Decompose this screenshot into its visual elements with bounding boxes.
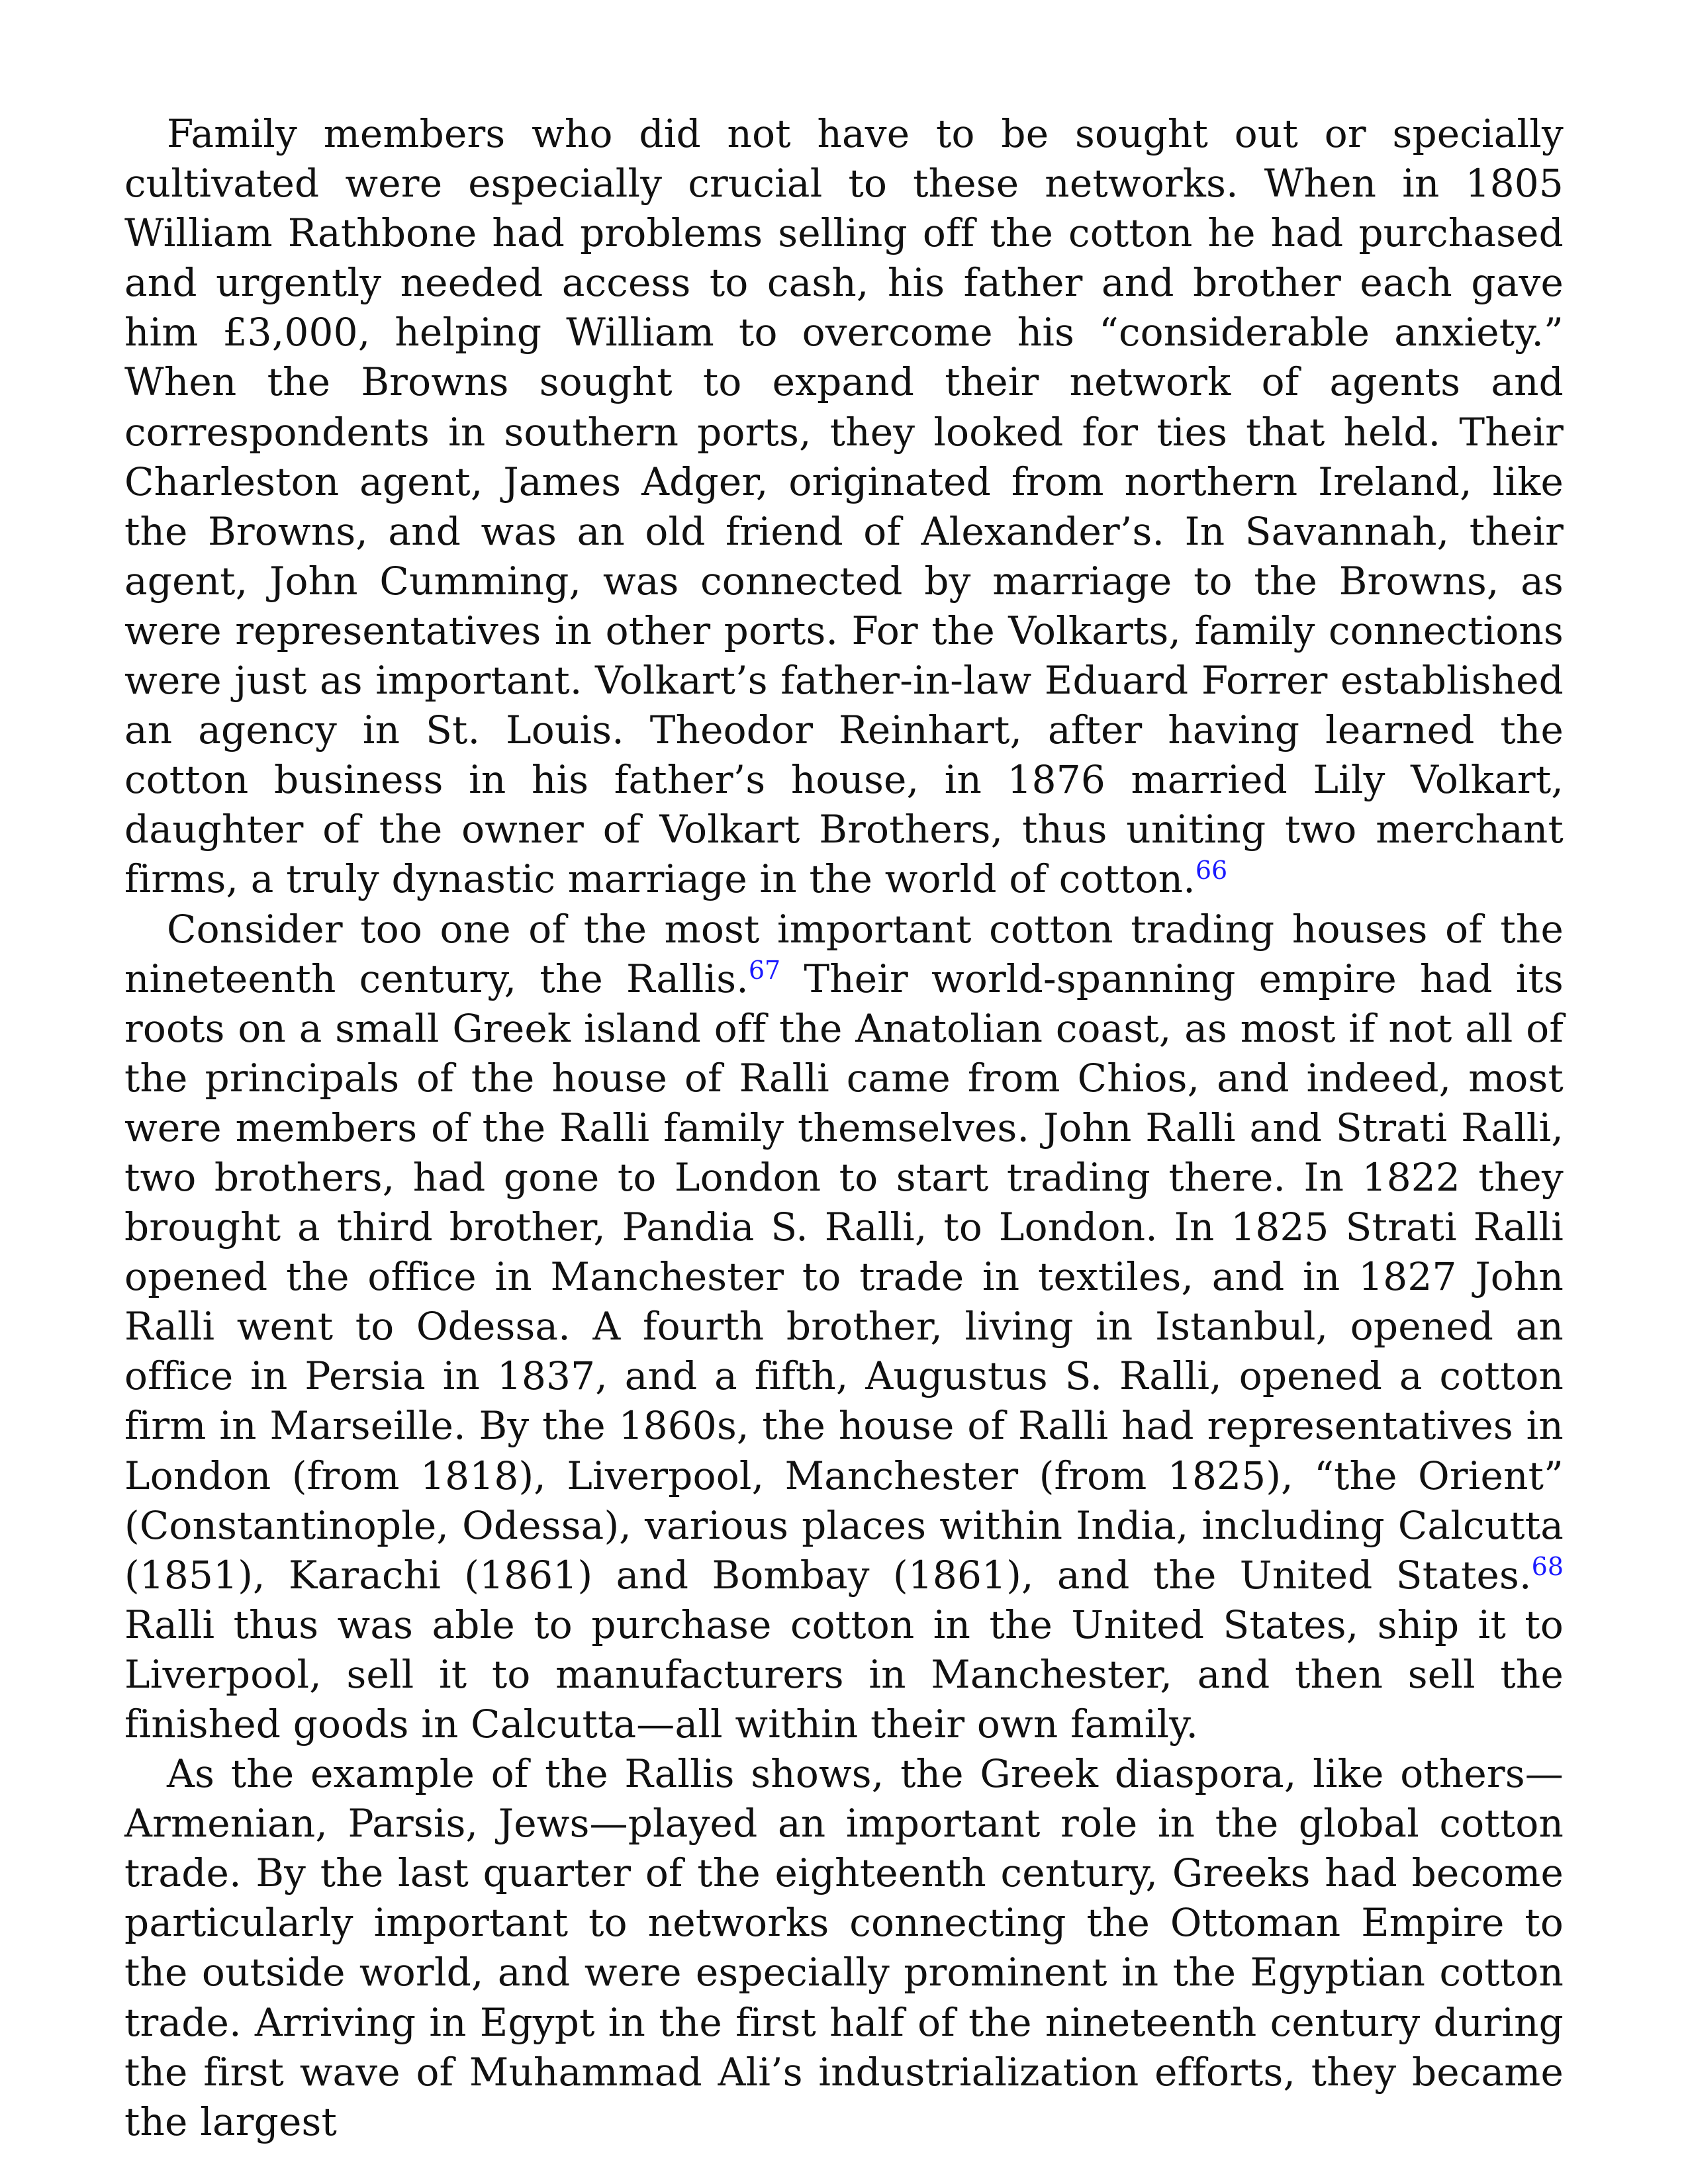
paragraph-ralli-house: [124, 905, 1564, 1750]
paragraph-text: Ralli thus was able to purchase cotton in the United States, ship it to Liverpool, sell it to manufacturers in Manchester, and then sell the finished goods in Calcutta—all within their own family.: [124, 1602, 1564, 1747]
paragraph-greek-diaspora: [124, 1749, 1564, 2147]
footnote-reference-68[interactable]: 68: [1531, 1551, 1564, 1581]
paragraph-family-networks: [124, 109, 1564, 905]
paragraph-text: Consider too one of the most important cotton trading houses of the nineteenth century, the Rallis.: [124, 906, 1564, 1001]
paragraph-text: As the example of the Rallis shows, the Greek diaspora, like others—Armenian, Parsis, Jews—played an important role in the global cotton trade. By the last quarter of the eighteenth century, Greeks had become particularly important to networks connecting the Ottoman Empire to the outside world, and were especially prominent in the Egyptian cotton trade. Arriving in Egypt in the first half of the nineteenth century during the first wave of Muhammad Ali’s industrialization efforts, they became the largest: [124, 1751, 1564, 2144]
paragraph-text: Their world-spanning empire had its roots on a small Greek island off the Anatolian coast, as most if not all of the principals of the house of Ralli came from Chios, and indeed, most were members of the Ralli family themselves. John Ralli and Strati Ralli, two brothers, had gone to London to start trading there. In 1822 they brought a third brother, Pandia S. Ralli, to London. In 1825 Strati Ralli opened the office in Manchester to trade in textiles, and in 1827 John Ralli went to Odessa. A fourth brother, living in Istanbul, opened an office in Persia in 1837, and a fifth, Augustus S. Ralli, opened a cotton firm in Marseille. By the 1860s, the house of Ralli had representatives in London (from 1818), Liverpool, Manchester (from 1825), “the Orient” (Constantinople, Odessa), various places within India, including Calcutta (1851), Karachi (1861) and Bombay (1861), and the United States.: [124, 956, 1564, 1598]
paragraph-text: Family members who did not have to be sought out or specially cultivated were especially crucial to these networks. When in 1805 William Rathbone had problems selling off the cotton he had purchased and urgently needed access to cash, his father and brother each gave him £3,000, helping William to overcome his “considerable anxiety.” When the Browns sought to expand their network of agents and correspondents in southern ports, they looked for ties that held. Their Charleston agent, James Adger, originated from northern Ireland, like the Browns, and was an old friend of Alexander’s. In Savannah, their agent, John Cumming, was connected by marriage to the Browns, as were representatives in other ports. For the Volkarts, family connections were just as important. Volkart’s father-in-law Eduard Forrer established an agency in St. Louis. Theodor Reinhart, after having learned the cotton business in his father’s house, in 1876 married Lily Volkart, daughter of the owner of Volkart Brothers, thus uniting two merchant firms, a truly dynastic marriage in the world of cotton.: [124, 111, 1564, 902]
footnote-reference-67[interactable]: 67: [748, 955, 781, 985]
footnote-reference-66[interactable]: 66: [1195, 856, 1228, 886]
page-body: [124, 109, 1564, 2147]
